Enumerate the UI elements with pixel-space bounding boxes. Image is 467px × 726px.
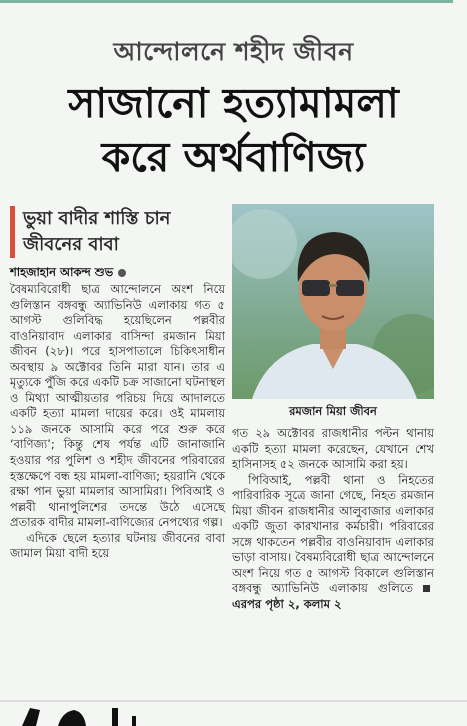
byline-author: শাহজাহান আকন্দ শুভ xyxy=(10,265,114,279)
next-article-fragment xyxy=(0,700,467,726)
paragraph xyxy=(232,473,434,613)
paragraph: বৈষম্যবিরোধী ছাত্র আন্দোলনে অংশ নিয়ে গুলিস্তান বঙ্গবন্ধু অ্যাভিনিউ এলাকায় গত ৫ আগস্ট গুলিবিদ্ধ হয়েছিলেন পল্লবীর বাওনিয়াবাদ এলাকার বাসিন্দা রমজান মিয়া জীবন (২৮)। পরে হাসপাতালে চিকিৎসাধীন অবস্থায় ৯ অক্টোবর তিনি মারা যান। তার এ মৃত্যুকে পুঁজি করে একটি চক্র সাজানো ঘটনাস্থল ও মিথ্যা আত্মীয়তার পরিচয় দিয়ে আদালতে একটি হত্যা মামলা দায়ের করে। ওই মামলায় ১১৯ জনকে আসামি করে পরে শুরু করে ‘বাণিজ্য’; কিন্তু শেষ পর্যন্ত এটি জানাজানি হওয়ার পর পুলিশ ও শহীদ জীবনের পরিবারের হস্তক্ষেপে বন্ধ হয় মামলা-বাণিজ্য; হয়রানি থেকে রক্ষা পান ভুয়া মামলার আসামিরা। পিবিআই ও পল্লবী থানাপুলিশের তদন্তে উঠে এসেছে প্রতারক বাদীর মামলা-বাণিজ্যের নেপথ্যের গল্প। xyxy=(10,282,225,530)
cropped-heading-glyphs xyxy=(0,700,467,726)
byline-bullet-icon xyxy=(118,269,126,277)
paragraph: এদিকে ছেলে হত্যার ঘটনায় জীবনের বাবা জামাল মিয়া বাদী হয়ে xyxy=(10,530,225,561)
subheadline xyxy=(10,206,238,258)
subheadline-line-1: ভুয়া বাদীর শাস্তি চান xyxy=(23,208,171,229)
byline xyxy=(10,264,225,283)
paragraph: গত ২৯ অক্টোবর রাজধানীর পল্টন থানায় একটি হত্যা মামলা করেছেন, যেখানে শেখ হাসিনাসহ ৫২ জনকে আসামি করা হয়। xyxy=(232,426,434,472)
square-bullet-icon xyxy=(423,585,430,592)
headline-line-1: সাজানো হত্যামামলা xyxy=(68,79,399,127)
article-column-right xyxy=(232,426,434,613)
portrait-photo xyxy=(232,204,434,399)
paragraph-text: পিবিআই, পল্লবী থানা ও নিহতের পারিবারিক সূত্রে জানা গেছে, নিহত রমজান মিয়া জীবন রাজধানীর আলুবাজার এলাকার একটি জুতা কারখানার কর্মচারী। পরিবারের সঙ্গে থাকতেন পল্লবীর বাওনিয়াবাদ এলাকার ভাড়া বাসায়। বৈষম্যবিরোধী ছাত্র আন্দোলনে অংশ নিয়ে গত ৫ আগস্ট বিকালে গুলিস্তান বঙ্গবন্ধু অ্যাভিনিউ এলাকায় গুলিতে xyxy=(232,472,434,596)
subheadline-line-2: জীবনের বাবা xyxy=(23,234,119,255)
headline xyxy=(0,76,467,184)
photo-caption: রমজান মিয়া জীবন xyxy=(289,404,377,418)
headline-line-2: করে অর্থবাণিজ্য xyxy=(101,133,366,181)
article-column-left xyxy=(10,282,225,562)
top-rule xyxy=(0,0,453,3)
kicker: আন্দোলনে শহীদ জীবন xyxy=(113,37,354,66)
jump-text: এরপর পৃষ্ঠা ২, কলাম ২ xyxy=(232,597,342,612)
portrait-image xyxy=(232,204,434,399)
